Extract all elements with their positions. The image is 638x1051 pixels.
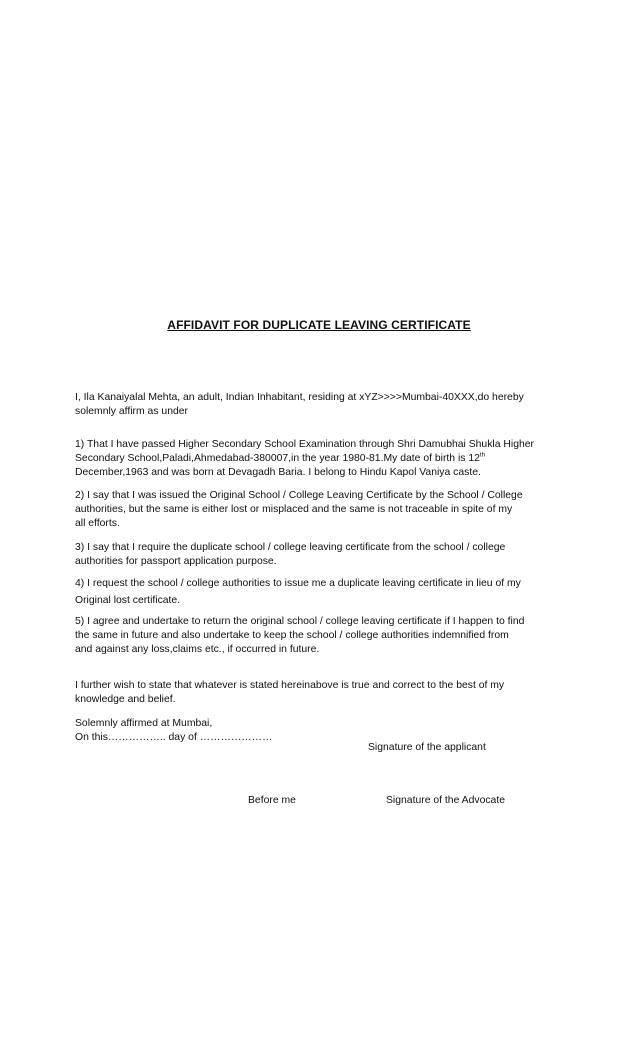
paragraph-3-line-2: authorities for passport application purpose. xyxy=(75,556,277,567)
applicant-signature-label: Signature of the applicant xyxy=(368,742,486,753)
paragraph-5 xyxy=(75,615,567,657)
paragraph-5-line-1: 5) I agree and undertake to return the original school / college leaving certificate if I happen to find xyxy=(75,616,525,627)
paragraph-1 xyxy=(75,438,567,480)
paragraph-4-line-2: Original lost certificate. xyxy=(75,595,181,606)
paragraph-2-line-2: authorities, but the same is either lost or misplaced and the same is not traceable in spite of my xyxy=(75,504,513,515)
advocate-signature-label: Signature of the Advocate xyxy=(386,795,505,806)
paragraph-1-line-2 xyxy=(75,452,567,466)
ordinal-suffix: th xyxy=(479,452,485,459)
closing-line-2: On this…………….. day of ………………… xyxy=(75,732,273,743)
intro-line-1: I, Ila Kanaiyalal Mehta, an adult, Indian Inhabitant, residing at xYZ>>>>Mumbai-40XXX,do hereby xyxy=(75,392,524,403)
closing-line-1: Solemnly affirmed at Mumbai, xyxy=(75,718,213,729)
paragraph-5-line-2: the same in future and also undertake to keep the school / college authorities indemnified from xyxy=(75,630,509,641)
paragraph-2 xyxy=(75,489,567,531)
paragraph-2-line-3: all efforts. xyxy=(75,518,120,529)
paragraph-3 xyxy=(75,541,567,569)
closing-block xyxy=(75,717,567,745)
paragraph-1-line-2-text: Secondary School,Paladi,Ahmedabad-380007,in the year 1980-81.My date of birth is 12 xyxy=(75,453,480,464)
intro-line-2: solemnly affirm as under xyxy=(75,406,188,417)
paragraph-4-line-1: 4) I request the school / college authorities to issue me a duplicate leaving certificate in lieu of my xyxy=(75,578,521,589)
document-title: AFFIDAVIT FOR DUPLICATE LEAVING CERTIFICATE xyxy=(167,318,471,332)
further-statement xyxy=(75,679,567,707)
paragraph-4 xyxy=(75,577,567,608)
paragraph-1-line-3: December,1963 and was born at Devagadh Baria. I belong to Hindu Kapol Vaniya caste. xyxy=(75,467,481,478)
paragraph-5-line-3: and against any loss,claims etc., if occurred in future. xyxy=(75,644,320,655)
paragraph-3-line-1: 3) I say that I require the duplicate school / college leaving certificate from the school / college xyxy=(75,542,506,553)
paragraph-1-line-1: 1) That I have passed Higher Secondary School Examination through Shri Damubhai Shukla Higher xyxy=(75,439,534,450)
further-line-1: I further wish to state that whatever is stated hereinabove is true and correct to the best of my xyxy=(75,680,505,691)
paragraph-2-line-1: 2) I say that I was issued the Original School / College Leaving Certificate by the School / College xyxy=(75,490,523,501)
before-me-label: Before me xyxy=(248,795,296,806)
further-line-2: knowledge and belief. xyxy=(75,694,176,705)
intro-paragraph xyxy=(75,391,567,419)
